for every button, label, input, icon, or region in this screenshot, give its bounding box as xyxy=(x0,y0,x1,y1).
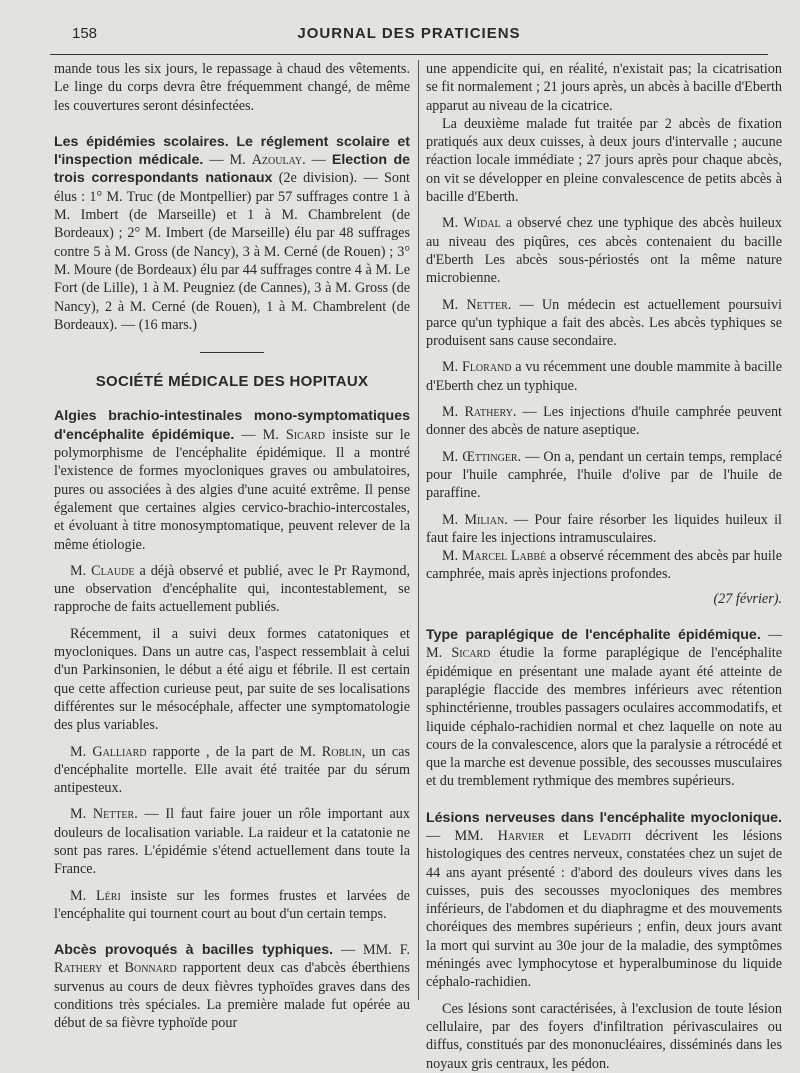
author-name: Sicard xyxy=(285,426,325,443)
article-body: rapportent deux cas d'abcès éberthiens survenus au cours de deux fièvres typhoïdes graves dans des conditions très spéciales. La première malade fut opérée au début de sa fièvre typhoïde pour xyxy=(54,960,410,1032)
page-header xyxy=(50,8,768,55)
author-name: Netter xyxy=(466,296,508,313)
paragraph-florand: M. Florand a vu récemment une double mammite à bacille d'Eberth chez un typhique. xyxy=(426,359,782,394)
author-name: Azoulay xyxy=(251,152,303,169)
page-number: 158 xyxy=(72,25,98,42)
right-column xyxy=(426,60,782,1073)
author-name: Milian xyxy=(464,511,505,528)
article-title: Type paraplégique de l'encéphalite épidémique. xyxy=(426,627,761,644)
paragraph: Récemment, il a suivi deux formes catatoniques et myocloniques. Dans un autre cas, l'aspect ressemblait à celui d'un Parkinsonien, le début a été aigu et fébrile. Il est certain que cette affection curieuse peut, par suite de ses localisations différentes sur le mésocéphale, affecter une symptomatologie des plus variables. xyxy=(54,625,410,734)
separator-rule xyxy=(200,352,264,353)
author-name: Galliard xyxy=(92,743,147,760)
author-name: Rathery xyxy=(464,404,513,421)
article-title: Abcès provoqués à bacilles typhiques. xyxy=(54,942,334,959)
paragraph-widal: M. Widal a observé chez une typhique des abcès huileux au niveau des piqûres, ces abcès contenaient du bacille d'Eberth Les abcès sous-périostés ont la même nature microbienne. xyxy=(426,215,782,287)
article-body: décrivent les lésions histologiques des centres nerveux, constatées chez un sujet de 44 ans ayant présenté : d'abord des douleurs vives dans les cuisses, puis des secousses myocloniques des membres inférieurs, de l'abdomen et du diaphragme et des mouvements choréiques des membres supérieurs ; enfin, deux jours avant la mort qui survint au 30e jour de la maladie, des symptômes méningés avec lymphocytose et hyperalbuminose du liquide céphalo-rachidien. xyxy=(426,827,783,991)
paragraph-labbe: M. Marcel Labbé a observé récemment des abcès par huile camphrée, mais après injections profondes. xyxy=(426,548,782,583)
author-name: Bonnard xyxy=(124,960,177,977)
paragraph-galliard: M. Galliard rapporte , de la part de M. Roblin, un cas d'encéphalite mortelle. Elle avait été traitée par du sérum antipesteux. xyxy=(54,743,410,797)
article-algies: Algies brachio-intestinales mono-symptomatiques d'encéphalite épidémique. — M. Sicard insiste sur le polymorphisme de l'encéphalite épidémique. Il a montré l'existence de formes myocloniques graves ou ambulatoires, pures ou associées à des algies d'une acuité extrême. Il pense également que certaines algies cervico-brachio-intercostales, et évoluant à titre monosymptomatique, peuvent relever de la même étiologie. xyxy=(54,408,410,553)
author-name: Œttinger xyxy=(462,448,518,465)
article-body: (2e division). — Sont élus : 1° M. Truc (de Montpellier) par 57 suffrages contre 1 à M. Imbert (de Marseille) et 1 à M. Chambrelent (de Bordeaux) ; 2° M. Imbert (de Marseille) élu par 48 suffrages contre 5 à M. Gross (de Nancy), 3 à M. Cerné (de Rouen) ; 3° M. Moure (de Bordeaux) élu par 44 suffrages contre 4 à M. Le Fort (de Lille), 1 à M. Peugniez (de Cannes), 3 à M. Gross (de Nancy), 2 à M. Cerné (de Rouen), 1 à M. Chambrelent (de Bordeaux). — (16 mars.) xyxy=(54,170,410,333)
article-body: insiste sur le polymorphisme de l'encéphalite épidémique. Il a montré l'existence de formes myocloniques graves ou ambulatoires, pures ou associées à des algies d'une acuité extrême. Il pense également que certaines algies cervico-brachio-intercostales, et évoluant à titre monosymptomatique, peuvent relever de la même étiologie. xyxy=(54,426,410,553)
article-lesions: Lésions nerveuses dans l'encéphalite myoclonique. — MM. Harvier et Levaditi décrivent les lésions histologiques des centres nerveux, constatées chez un sujet de 44 ans ayant présenté : d'abord des douleurs vives dans les cuisses, puis des secousses myocloniques des membres inférieurs, de l'abdomen et du diaphragme et des mouvements choréiques des membres supérieurs ; enfin, deux jours avant la mort qui survint au 30e jour de la maladie, des symptômes méningés avec lymphocytose et hyperalbuminose du liquide céphalo-rachidien. xyxy=(426,809,783,991)
author-name: Harvier xyxy=(497,827,545,844)
article-paraplegique: Type paraplégique de l'encéphalite épidémique. — M. Sicard étudie la forme paraplégique de l'encéphalite épidémique en présentant une malade ayant été atteinte de paraplégie flaccide des membres inférieurs avec rétention sphinctérienne, troubles passagers oculaires accommodatifs, et liquide céphalo-rachidien normal et chez laquelle on note au cours de la convalescence, alors que la paralysie a rétrocédé et que la marche est devenue possible, des secousses musculaires et du tremblement rythmique des membres supérieurs. xyxy=(426,627,782,790)
left-column xyxy=(54,60,410,1033)
paragraph-claude: M. Claude a déjà observé et publié, avec le Pr Raymond, une observation d'encéphalite qui, incontestablement, se rapproche de faits actuellement publiés. xyxy=(54,562,410,616)
article-title: Les épidémies scolaires. Le réglement scolaire et l'inspection médicale. xyxy=(54,133,410,169)
paragraph: mande tous les six jours, le repassage à chaud des vêtements. Le linge du corps devra être fréquemment changé, de même les couvertures seront désinfectées. xyxy=(54,61,410,114)
journal-title: JOURNAL DES PRATICIENS xyxy=(297,25,521,42)
paragraph: Ces lésions sont caractérisées, à l'exclusion de toute lésion cellulaire, par des foyers d'infiltration périvasculaires ou diffus, constitués par des mononucléaires, disséminés dans les noyaux gris centraux, les pédon. xyxy=(426,1000,782,1072)
paragraph-oettinger: M. Œttinger. — On a, pendant un certain temps, remplacé pour l'huile camphrée, l'huile d'olive par de l'huile de paraffine. xyxy=(426,448,782,502)
paragraph-leri: M. Léri insiste sur les formes frustes et larvées de l'encéphalite qui tournent court au bout d'un certain temps. xyxy=(54,887,410,922)
article-epidemies-scolaires: Les épidémies scolaires. Le réglement scolaire et l'inspection médicale. — M. Azoulay. — Election de trois correspondants nationaux (2e division). — Sont élus : 1° M. Truc (de Montpellier) par 57 suffrages contre 1 à M. Imbert (de Marseille) et 1 à M. Chambrelent (de Bordeaux) ; 2° M. Imbert (de Marseille) élu par 48 suffrages contre 5 à M. Gross (de Nancy), 3 à M. Cerné (de Rouen) ; 3° M. Moure (de Bordeaux) élu par 44 suffrages contre 4 à M. Le Fort (de Lille), 1 à M. Peugniez (de Cannes), 3 à M. Gross (de Nancy), 2 à M. Cerné (de Rouen), 1 à M. Chambrelent (de Bordeaux). — (16 mars.) xyxy=(54,133,410,333)
author-name: Levaditi xyxy=(583,827,632,844)
author-name: Claude xyxy=(91,562,135,579)
column-divider xyxy=(418,60,419,1000)
session-date: (27 février). xyxy=(713,590,782,607)
paragraph-netter: M. Netter. — Un médecin est actuellement poursuivi parce qu'un typhique a fait des abcès. Les abcès typhiques se produisent sans cause secondaire. xyxy=(426,296,782,350)
author-name: Sicard xyxy=(451,645,491,662)
article-title: Election de trois correspondants nationaux xyxy=(54,152,410,187)
article-title: Algies brachio-intestinales mono-symptomatiques d'encéphalite épidémique. xyxy=(54,408,410,443)
author-name: Marcel Labbé xyxy=(461,548,547,565)
author-name: Léri xyxy=(96,887,121,904)
author-name: Florand xyxy=(461,359,512,376)
paragraph-rathery: M. Rathery. — Les injections d'huile camphrée peuvent donner des abcès de nature aseptique. xyxy=(426,404,782,439)
paragraph: une appendicite qui, en réalité, n'existait pas; la cicatrisation se fit normalement ; 21 jours après, un abcès à bacille d'Eberth apparut au niveau de la cicatrice. xyxy=(426,61,782,114)
author-name: Roblin xyxy=(321,743,362,760)
author-name: Netter xyxy=(92,806,135,823)
author-name: Widal xyxy=(463,215,501,232)
article-title: Lésions nerveuses dans l'encéphalite myoclonique. xyxy=(426,809,782,826)
article-body: étudie la forme paraplégique de l'encéphalite épidémique en présentant une malade ayant été atteinte de paraplégie flaccide des membres inférieurs avec rétention sphinctérienne, troubles passagers oculaires accommodatifs, et liquide céphalo-rachidien normal et chez laquelle on note au cours de la convalescence, alors que la paralysie a rétrocédé et que la marche est devenue possible, des secousses musculaires et du tremblement rythmique des membres supérieurs. xyxy=(426,645,782,790)
paragraph-netter: M. Netter. — Il faut faire jouer un rôle important aux douleurs de localisation variable. La raideur et la catatonie ne sont pas rares. L'épidémie s'étend actuellement dans toute la France. xyxy=(54,806,410,878)
section-title: SOCIÉTÉ MÉDICALE DES HOPITAUX xyxy=(95,373,369,391)
article-abces: Abcès provoqués à bacilles typhiques. — MM. F. Rathery et Bonnard rapportent deux cas d'abcès éberthiens survenus au cours de deux fièvres typhoïdes graves dans des conditions très spéciales. La première malade fut opérée au début de sa fièvre typhoïde pour xyxy=(54,942,410,1032)
author-name: Rathery xyxy=(54,960,103,977)
paragraph-milian: M. Milian. — Pour faire résorber les liquides huileux il faut faire les injections intramusculaires. xyxy=(426,511,782,546)
paragraph: La deuxième malade fut traitée par 2 abcès de fixation pratiqués aux deux cuisses, à deux jours d'intervalle ; aucune réaction locale immédiate ; 27 jours après pour chaque abcès, on vit se développer en pleine convalescence de petits abcès à bacille d'Eberth. xyxy=(426,115,782,206)
